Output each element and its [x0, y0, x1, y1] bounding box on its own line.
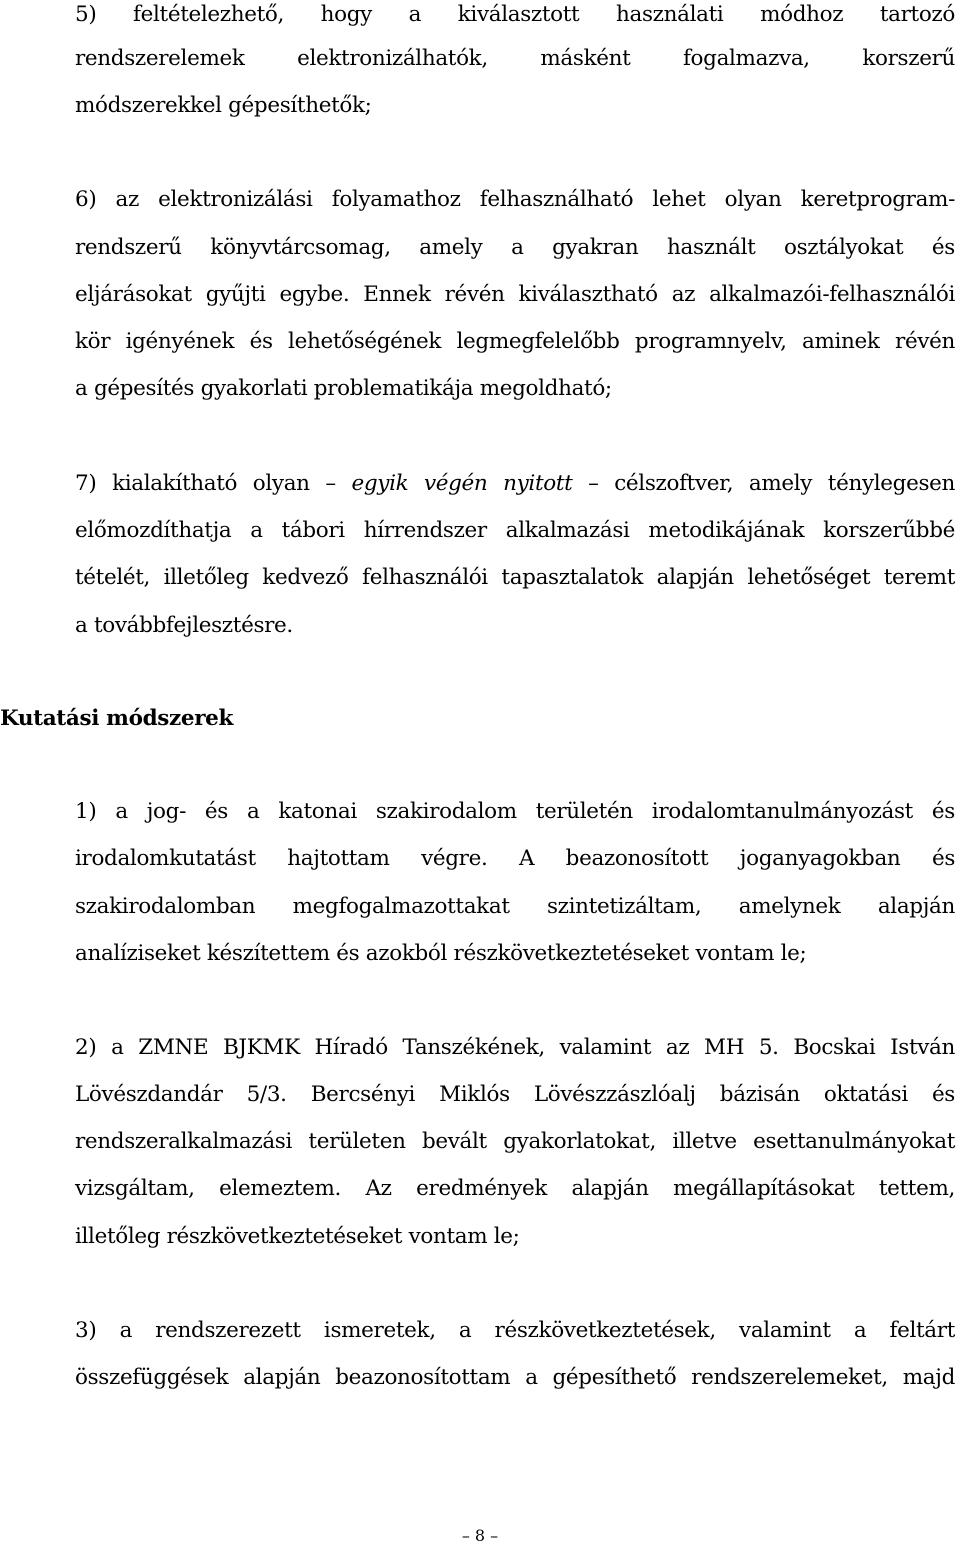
paragraph-5-line-2: rendszerelemek elektronizálhatók, másként fogalmazva, korszerű: [75, 46, 955, 71]
paragraph-6-line-1: 6) az elektronizálási folyamathoz felhasználható lehet olyan keretprogram-: [75, 187, 955, 212]
method-1-line-1: 1) a jog- és a katonai szakirodalom területén irodalomtanulmányozást és: [75, 799, 955, 824]
paragraph-6-line-5: a gépesítés gyakorlati problematikája megoldható;: [75, 376, 612, 401]
method-2-line-3: rendszeralkalmazási területen bevált gyakorlatokat, illetve esettanulmányokat: [75, 1129, 955, 1154]
paragraph-7-line-4: a továbbfejlesztésre.: [75, 613, 293, 638]
method-1-line-2: irodalomkutatást hajtottam végre. A beazonosított joganyagokban és: [75, 846, 955, 871]
section-heading: Kutatási módszerek: [0, 706, 234, 731]
page-number: – 8 –: [461, 1526, 499, 1545]
paragraph-7-line-2: előmozdíthatja a tábori hírrendszer alkalmazási metodikájának korszerűbbé: [75, 518, 955, 543]
paragraph-6-line-2: rendszerű könyvtárcsomag, amely a gyakran használt osztályokat és: [75, 235, 955, 260]
paragraph-6-line-4: kör igényének és lehetőségének legmegfelelőbb programnyelv, aminek révén: [75, 329, 955, 354]
paragraph-5-line-1: 5) feltételezhető, hogy a kiválasztott használati módhoz tartozó: [75, 2, 955, 27]
paragraph-7-line-3: tételét, illetőleg kedvező felhasználói tapasztalatok alapján lehetőséget teremt: [75, 565, 955, 590]
method-1-line-3: szakirodalomban megfogalmazottakat szintetizáltam, amelynek alapján: [75, 894, 955, 919]
method-2-line-5: illetőleg részkövetkeztetéseket vontam le;: [75, 1224, 520, 1249]
paragraph-6-line-3: eljárásokat gyűjti egybe. Ennek révén kiválasztható az alkalmazói-felhasználói: [75, 282, 955, 307]
paragraph-7-line-1-end: – célszoftver, amely ténylegesen: [572, 471, 955, 496]
paragraph-7-line-1-start: 7) kialakítható olyan –: [75, 471, 352, 496]
paragraph-7-line-1: [75, 469, 955, 499]
method-3-line-2: összefüggések alapján beazonosítottam a gépesíthető rendszerelemeket, majd: [75, 1365, 955, 1390]
paragraph-5-line-3: módszerekkel gépesíthetők;: [75, 93, 372, 118]
method-2-line-2: Lövészdandár 5/3. Bercsényi Miklós Lövészzászlóalj bázisán oktatási és: [75, 1082, 955, 1107]
method-2-line-4: vizsgáltam, elemeztem. Az eredmények alapján megállapításokat tettem,: [75, 1176, 955, 1201]
method-1-line-4: analíziseket készítettem és azokból részkövetkeztetéseket vontam le;: [75, 941, 807, 966]
method-2-line-1: 2) a ZMNE BJKMK Híradó Tanszékének, valamint az MH 5. Bocskai István: [75, 1035, 955, 1060]
method-3-line-1: 3) a rendszerezett ismeretek, a részkövetkeztetések, valamint a feltárt: [75, 1318, 955, 1343]
paragraph-7-italic-phrase: egyik végén nyitott: [351, 471, 573, 496]
